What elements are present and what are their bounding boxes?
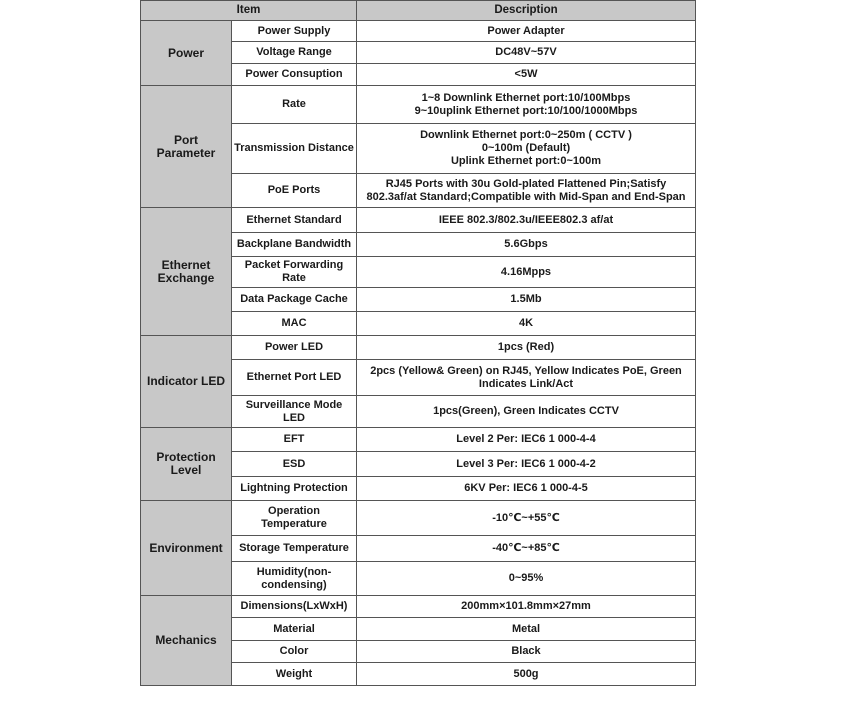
header-row <box>141 1 696 21</box>
category-protection-level: Protection Level <box>141 428 232 501</box>
table-row <box>141 501 696 536</box>
desc-humidity-non-condensing <box>357 562 696 596</box>
desc-mac <box>357 312 696 336</box>
spec-table <box>140 0 696 686</box>
table-row <box>141 336 696 360</box>
desc-line: 500g <box>513 667 539 680</box>
desc-line: 0~95% <box>508 572 544 584</box>
desc-transmission-distance <box>357 124 696 174</box>
desc-ethernet-standard <box>357 208 696 233</box>
item-packet-forwarding-rate: Packet Forwarding Rate <box>232 257 357 288</box>
desc-line: 4.16Mpps <box>500 265 552 278</box>
desc-power-consuption <box>357 64 696 86</box>
desc-surveillance-mode-led <box>357 396 696 428</box>
desc-backplane-bandwidth <box>357 233 696 257</box>
desc-line: Uplink Ethernet port:0~100m <box>450 155 602 167</box>
desc-color <box>357 641 696 663</box>
desc-line: 9~10uplink Ethernet port:10/100/1000Mbps <box>414 104 638 117</box>
item-weight: Weight <box>232 663 357 686</box>
item-color: Color <box>232 641 357 663</box>
desc-line: Power Adapter <box>487 24 565 37</box>
desc-weight <box>357 663 696 686</box>
desc-eft <box>357 428 696 452</box>
desc-lightning-protection <box>357 477 696 501</box>
desc-data-package-cache <box>357 288 696 312</box>
header-item: Item <box>141 1 357 21</box>
table-row <box>141 208 696 233</box>
desc-line: Metal <box>511 622 541 635</box>
desc-line: 6KV Per: IEC6 1 000-4-5 <box>464 482 588 494</box>
item-ethernet-standard: Ethernet Standard <box>232 208 357 233</box>
item-power-consuption: Power Consuption <box>232 64 357 86</box>
item-dimensions-lxwxh: Dimensions(LxWxH) <box>232 596 357 618</box>
desc-line: IEEE 802.3/802.3u/IEEE802.3 af/at <box>438 213 614 226</box>
table-row <box>141 596 696 618</box>
desc-line: Black <box>511 645 541 657</box>
desc-line: 4K <box>518 317 534 329</box>
desc-material <box>357 618 696 641</box>
desc-line: Level 2 Per: IEC6 1 000-4-4 <box>456 433 596 445</box>
category-environment: Environment <box>141 501 232 596</box>
desc-poe-ports <box>357 174 696 208</box>
item-transmission-distance: Transmission Distance <box>232 124 357 174</box>
desc-operation-temperature <box>357 501 696 536</box>
desc-line: Level 3 Per: IEC6 1 000-4-2 <box>456 457 596 470</box>
desc-packet-forwarding-rate <box>357 257 696 288</box>
table-row <box>141 21 696 42</box>
desc-ethernet-port-led <box>357 360 696 396</box>
header-description: Description <box>357 1 696 21</box>
desc-line: 2pcs (Yellow& Green) on RJ45, Yellow Indicates PoE, Green <box>370 364 682 377</box>
desc-line: RJ45 Ports with 30u Gold-plated Flattened Pin;Satisfy <box>385 177 667 190</box>
desc-line: -40℃~+85℃ <box>492 542 560 554</box>
desc-line: 1~8 Downlink Ethernet port:10/100Mbps <box>421 91 631 104</box>
desc-storage-temperature <box>357 536 696 562</box>
desc-esd <box>357 452 696 477</box>
desc-line: 1.5Mb <box>510 293 542 305</box>
item-rate: Rate <box>232 86 357 124</box>
desc-power-supply <box>357 21 696 42</box>
category-port-parameter: Port Parameter <box>141 86 232 208</box>
category-ethernet-exchange: Ethernet Exchange <box>141 208 232 336</box>
item-poe-ports: PoE Ports <box>232 174 357 208</box>
item-data-package-cache: Data Package Cache <box>232 288 357 312</box>
item-power-supply: Power Supply <box>232 21 357 42</box>
spec-body <box>141 21 696 686</box>
item-material: Material <box>232 618 357 641</box>
category-mechanics: Mechanics <box>141 596 232 686</box>
desc-power-led <box>357 336 696 360</box>
desc-line: 200mm×101.8mm×27mm <box>461 600 591 612</box>
item-ethernet-port-led: Ethernet Port LED <box>232 360 357 396</box>
desc-voltage-range <box>357 42 696 64</box>
desc-line: Downlink Ethernet port:0~250m ( CCTV ) <box>420 129 632 141</box>
desc-line: 1pcs(Green), Green Indicates CCTV <box>433 405 619 417</box>
item-mac: MAC <box>232 312 357 336</box>
desc-line: <5W <box>514 68 538 80</box>
desc-line: 802.3af/at Standard;Compatible with Mid-Span and End-Span <box>366 190 686 203</box>
table-row <box>141 428 696 452</box>
item-esd: ESD <box>232 452 357 477</box>
category-indicator-led: Indicator LED <box>141 336 232 428</box>
item-eft: EFT <box>232 428 357 452</box>
desc-line: DC48V~57V <box>495 46 557 58</box>
desc-line: -10℃~+55℃ <box>492 511 560 524</box>
desc-rate <box>357 86 696 124</box>
category-power: Power <box>141 21 232 86</box>
item-surveillance-mode-led: Surveillance Mode LED <box>232 396 357 428</box>
desc-dimensions-lxwxh <box>357 596 696 618</box>
item-humidity-non-condensing: Humidity(non-condensing) <box>232 562 357 596</box>
item-backplane-bandwidth: Backplane Bandwidth <box>232 233 357 257</box>
desc-line: 5.6Gbps <box>504 238 548 250</box>
table-row <box>141 86 696 124</box>
item-lightning-protection: Lightning Protection <box>232 477 357 501</box>
desc-line: 0~100m (Default) <box>481 142 571 154</box>
desc-line: 1pcs (Red) <box>497 341 555 353</box>
item-power-led: Power LED <box>232 336 357 360</box>
desc-line: Indicates Link/Act <box>478 377 574 390</box>
item-operation-temperature: Operation Temperature <box>232 501 357 536</box>
item-voltage-range: Voltage Range <box>232 42 357 64</box>
item-storage-temperature: Storage Temperature <box>232 536 357 562</box>
